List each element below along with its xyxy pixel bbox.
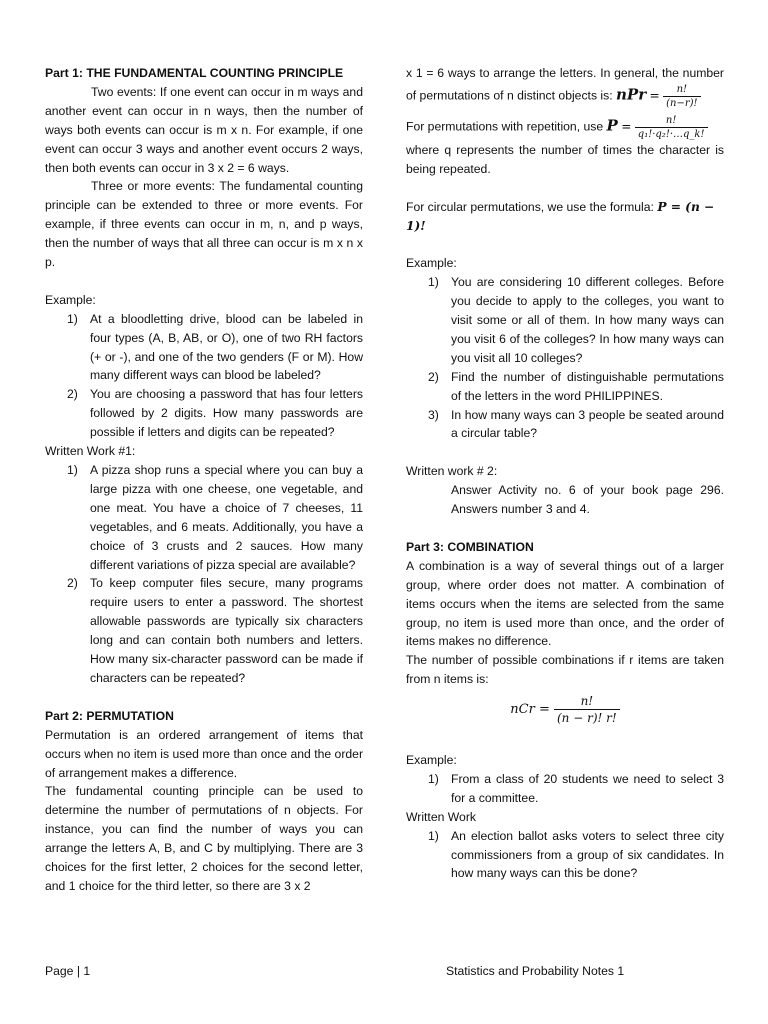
part3-example-list bbox=[406, 770, 724, 808]
part3-written-work-list bbox=[406, 827, 724, 884]
part3-definition: A combination is a way of several things out of a larger group, where order does not matter. A combination of items occurs when the items are selected from the same group, no item is used more than once, and the order of items makes no difference. bbox=[406, 558, 724, 649]
part2-paragraph: The fundamental counting principle can be used to determine the number of permutations of n objects. For instance, you can find the number of ways you can arrange the letters A, B, and C by multiplying. There are 3 choices for the first letter, 2 choices for the second letter, and 1 choice for the third letter, so there are 3 x 2 bbox=[45, 784, 363, 893]
part2-title: Part 2: PERMUTATION bbox=[45, 708, 174, 723]
list-item bbox=[406, 273, 724, 368]
list-number: 3) bbox=[428, 407, 439, 422]
list-item-text: You are considering 10 different colleges. Before you decide to apply to the colleges, you want to visit some or all of them. In how many ways can you visit 6 of the colleges? In how many ways can you visit all 10 colleges? bbox=[451, 275, 724, 365]
list-item-text: Find the number of distinguishable permutations of the letters in the word PHILIPPINES. bbox=[451, 369, 724, 403]
ncr-formula-lhs: nCr bbox=[510, 702, 535, 718]
circular-text: For circular permutations, we use the formula: bbox=[406, 199, 654, 214]
part1-example-label: Example: bbox=[45, 292, 96, 307]
list-item bbox=[45, 310, 363, 386]
footer-title: Statistics and Probability Notes 1 bbox=[446, 964, 625, 978]
part3-title: Part 3: COMBINATION bbox=[406, 539, 534, 554]
list-item bbox=[406, 406, 724, 444]
part2-definition: Permutation is an ordered arrangement of items that occurs when no item is used more than once and the order of arrangement makes a difference. bbox=[45, 727, 363, 780]
list-item-text: You are choosing a password that has four letters followed by 2 digits. How many passwords are possible if letters and digits can be repeated? bbox=[90, 387, 363, 440]
left-column bbox=[45, 64, 363, 896]
npr-numerator: n! bbox=[663, 83, 700, 97]
rep-denominator: q₁!·q₂!·…q_k! bbox=[637, 128, 705, 140]
list-number: 2) bbox=[67, 387, 78, 402]
list-number: 1) bbox=[67, 311, 78, 326]
list-number: 2) bbox=[67, 576, 78, 591]
written-work-2-text: Answer Activity no. 6 of your book page 296. Answers number 3 and 4. bbox=[451, 483, 724, 517]
written-work-1-list bbox=[45, 461, 363, 688]
list-item bbox=[406, 770, 724, 808]
repetition-text: For permutations with repetition, use bbox=[406, 119, 604, 134]
list-number: 1) bbox=[428, 275, 439, 290]
part3-example-label: Example: bbox=[406, 753, 457, 768]
npr-fraction bbox=[663, 83, 700, 110]
part3-formula-intro: The number of possible combinations if r items are taken from n items is: bbox=[406, 653, 724, 687]
list-item-text: From a class of 20 students we need to select 3 for a committee. bbox=[451, 771, 724, 805]
part3-written-work-label: Written Work bbox=[406, 809, 476, 824]
npr-equals: = bbox=[649, 88, 660, 103]
list-item bbox=[45, 574, 363, 687]
npr-denominator: (n−r)! bbox=[666, 97, 698, 109]
list-item-text: An election ballot asks voters to select three city commissioners from a group of six candidates. In how many ways can this be done? bbox=[451, 828, 724, 881]
rep-equals: = bbox=[621, 119, 632, 134]
part1-paragraph-two-events: Two events: If one event can occur in m ways and another event can occur in n ways, then the number of ways both events can occur is m x n. For example, if one event can occur 3 ways and another event occurs 2 ways, then both events can occur in 3 x 2 = 6 ways. bbox=[45, 84, 363, 175]
list-item bbox=[406, 827, 724, 884]
list-number: 1) bbox=[428, 771, 439, 786]
right-column bbox=[406, 64, 724, 883]
part1-example-list bbox=[45, 310, 363, 442]
rep-fraction bbox=[635, 114, 708, 141]
page-number: Page | 1 bbox=[45, 964, 91, 978]
part1-title: Part 1: THE FUNDAMENTAL COUNTING PRINCIPLE bbox=[45, 66, 344, 80]
list-item bbox=[45, 385, 363, 442]
rep-formula-lhs: P bbox=[606, 116, 618, 135]
ncr-denominator: (n − r)! r! bbox=[557, 711, 617, 726]
ncr-formula bbox=[406, 693, 724, 726]
list-item-text: To keep computer files secure, many programs require users to enter a password. The shortest allowable passwords are typically six characters long and can contain both numbers and letters. How many six-character password can be made if characters can be repeated? bbox=[90, 576, 363, 685]
list-item bbox=[406, 368, 724, 406]
list-item-text: A pizza shop runs a special where you can buy a large pizza with one cheese, one vegetable, and one meat. You have a choice of 7 cheeses, 11 vegetables, and 6 meats. Additionally, you have a choice of 3 crusts and 2 sauces. How many different variations of pizza special are available? bbox=[90, 463, 363, 572]
list-item-text: At a bloodletting drive, blood can be labeled in four types (A, B, AB, or O), one of two RH factors (+ or -), and one of the two genders (F or M). How many different ways can blood be labeled? bbox=[90, 311, 363, 383]
written-work-2-label: Written work # 2: bbox=[406, 464, 498, 479]
list-item-text: In how many ways can 3 people be seated around a circular table? bbox=[451, 407, 724, 441]
ncr-fraction bbox=[554, 693, 620, 726]
rep-numerator: n! bbox=[635, 114, 708, 128]
list-number: 1) bbox=[67, 463, 78, 478]
repetition-paragraph bbox=[406, 114, 724, 141]
npr-formula-lhs: nPr bbox=[616, 85, 647, 104]
permutation-text: x 1 = 6 ways to arrange the letters. In general, the number of permutations of n distinct objects is: bbox=[406, 66, 724, 103]
repetition-explanation: where q represents the number of times the character is being repeated. bbox=[406, 142, 724, 176]
list-item bbox=[45, 461, 363, 574]
written-work-1-label: Written Work #1: bbox=[45, 444, 136, 459]
list-number: 1) bbox=[428, 828, 439, 843]
part2-paragraph-continued bbox=[406, 64, 724, 110]
circular-paragraph bbox=[406, 198, 724, 236]
part1-paragraph-three-events: Three or more events: The fundamental counting principle can be extended to three or more events. For example, if three events can occur in m, n, and p ways, then the number of ways that all three can occur is m x n x p. bbox=[45, 179, 363, 270]
part2-example-list bbox=[406, 273, 724, 443]
part2-example-label: Example: bbox=[406, 256, 457, 271]
list-number: 2) bbox=[428, 369, 439, 384]
ncr-equals: = bbox=[538, 702, 550, 718]
circular-formula: P = (n − 1)! bbox=[406, 199, 715, 233]
ncr-numerator: n! bbox=[554, 693, 620, 710]
